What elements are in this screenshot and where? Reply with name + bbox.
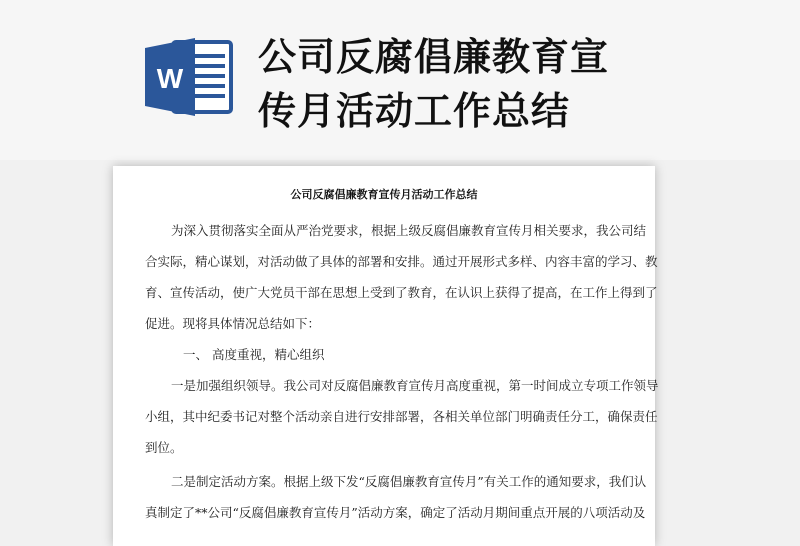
paragraph-line: 二是制定活动方案。根据上级下发“反腐倡廉教育宣传月”有关工作的通知要求，我们认	[171, 474, 647, 489]
paragraph-line: 小组，其中纪委书记对整个活动亲自进行安排部署，各相关单位部门明确责任分工，确保责任	[145, 409, 658, 424]
document-title: 公司反腐倡廉教育宣传月活动工作总结	[290, 188, 478, 201]
section-heading: 一、 高度重视，精心组织	[183, 347, 325, 362]
paragraph-line: 为深入贯彻落实全面从严治党要求，根据上级反腐倡廉教育宣传月相关要求，我公司结	[171, 223, 647, 238]
paragraph-line: 一是加强组织领导。我公司对反腐倡廉教育宣传月高度重视，第一时间成立专项工作领导	[171, 378, 659, 393]
paragraph-line: 育、宣传活动，使广大党员干部在思想上受到了教育，在认识上获得了提高，在工作上得到了	[145, 285, 658, 300]
page-title-line-2: 传月活动工作总结	[258, 89, 571, 133]
paragraph-line: 真制定了**公司“反腐倡廉教育宣传月”活动方案，确定了活动月期间重点开展的八项活动及	[145, 505, 646, 520]
paragraph-line: 合实际，精心谋划，对活动做了具体的部署和安排。通过开展形式多样、内容丰富的学习、教	[145, 254, 658, 269]
paragraph-line: 促进。现将具体情况总结如下：	[145, 316, 321, 331]
document-page	[113, 166, 659, 546]
paragraph-line: 到位。	[145, 440, 183, 455]
word-document-icon	[143, 36, 235, 118]
word-logo-letter: W	[156, 63, 184, 94]
page-title-line-1: 公司反腐倡廉教育宣	[258, 35, 610, 79]
page-title	[258, 30, 718, 138]
